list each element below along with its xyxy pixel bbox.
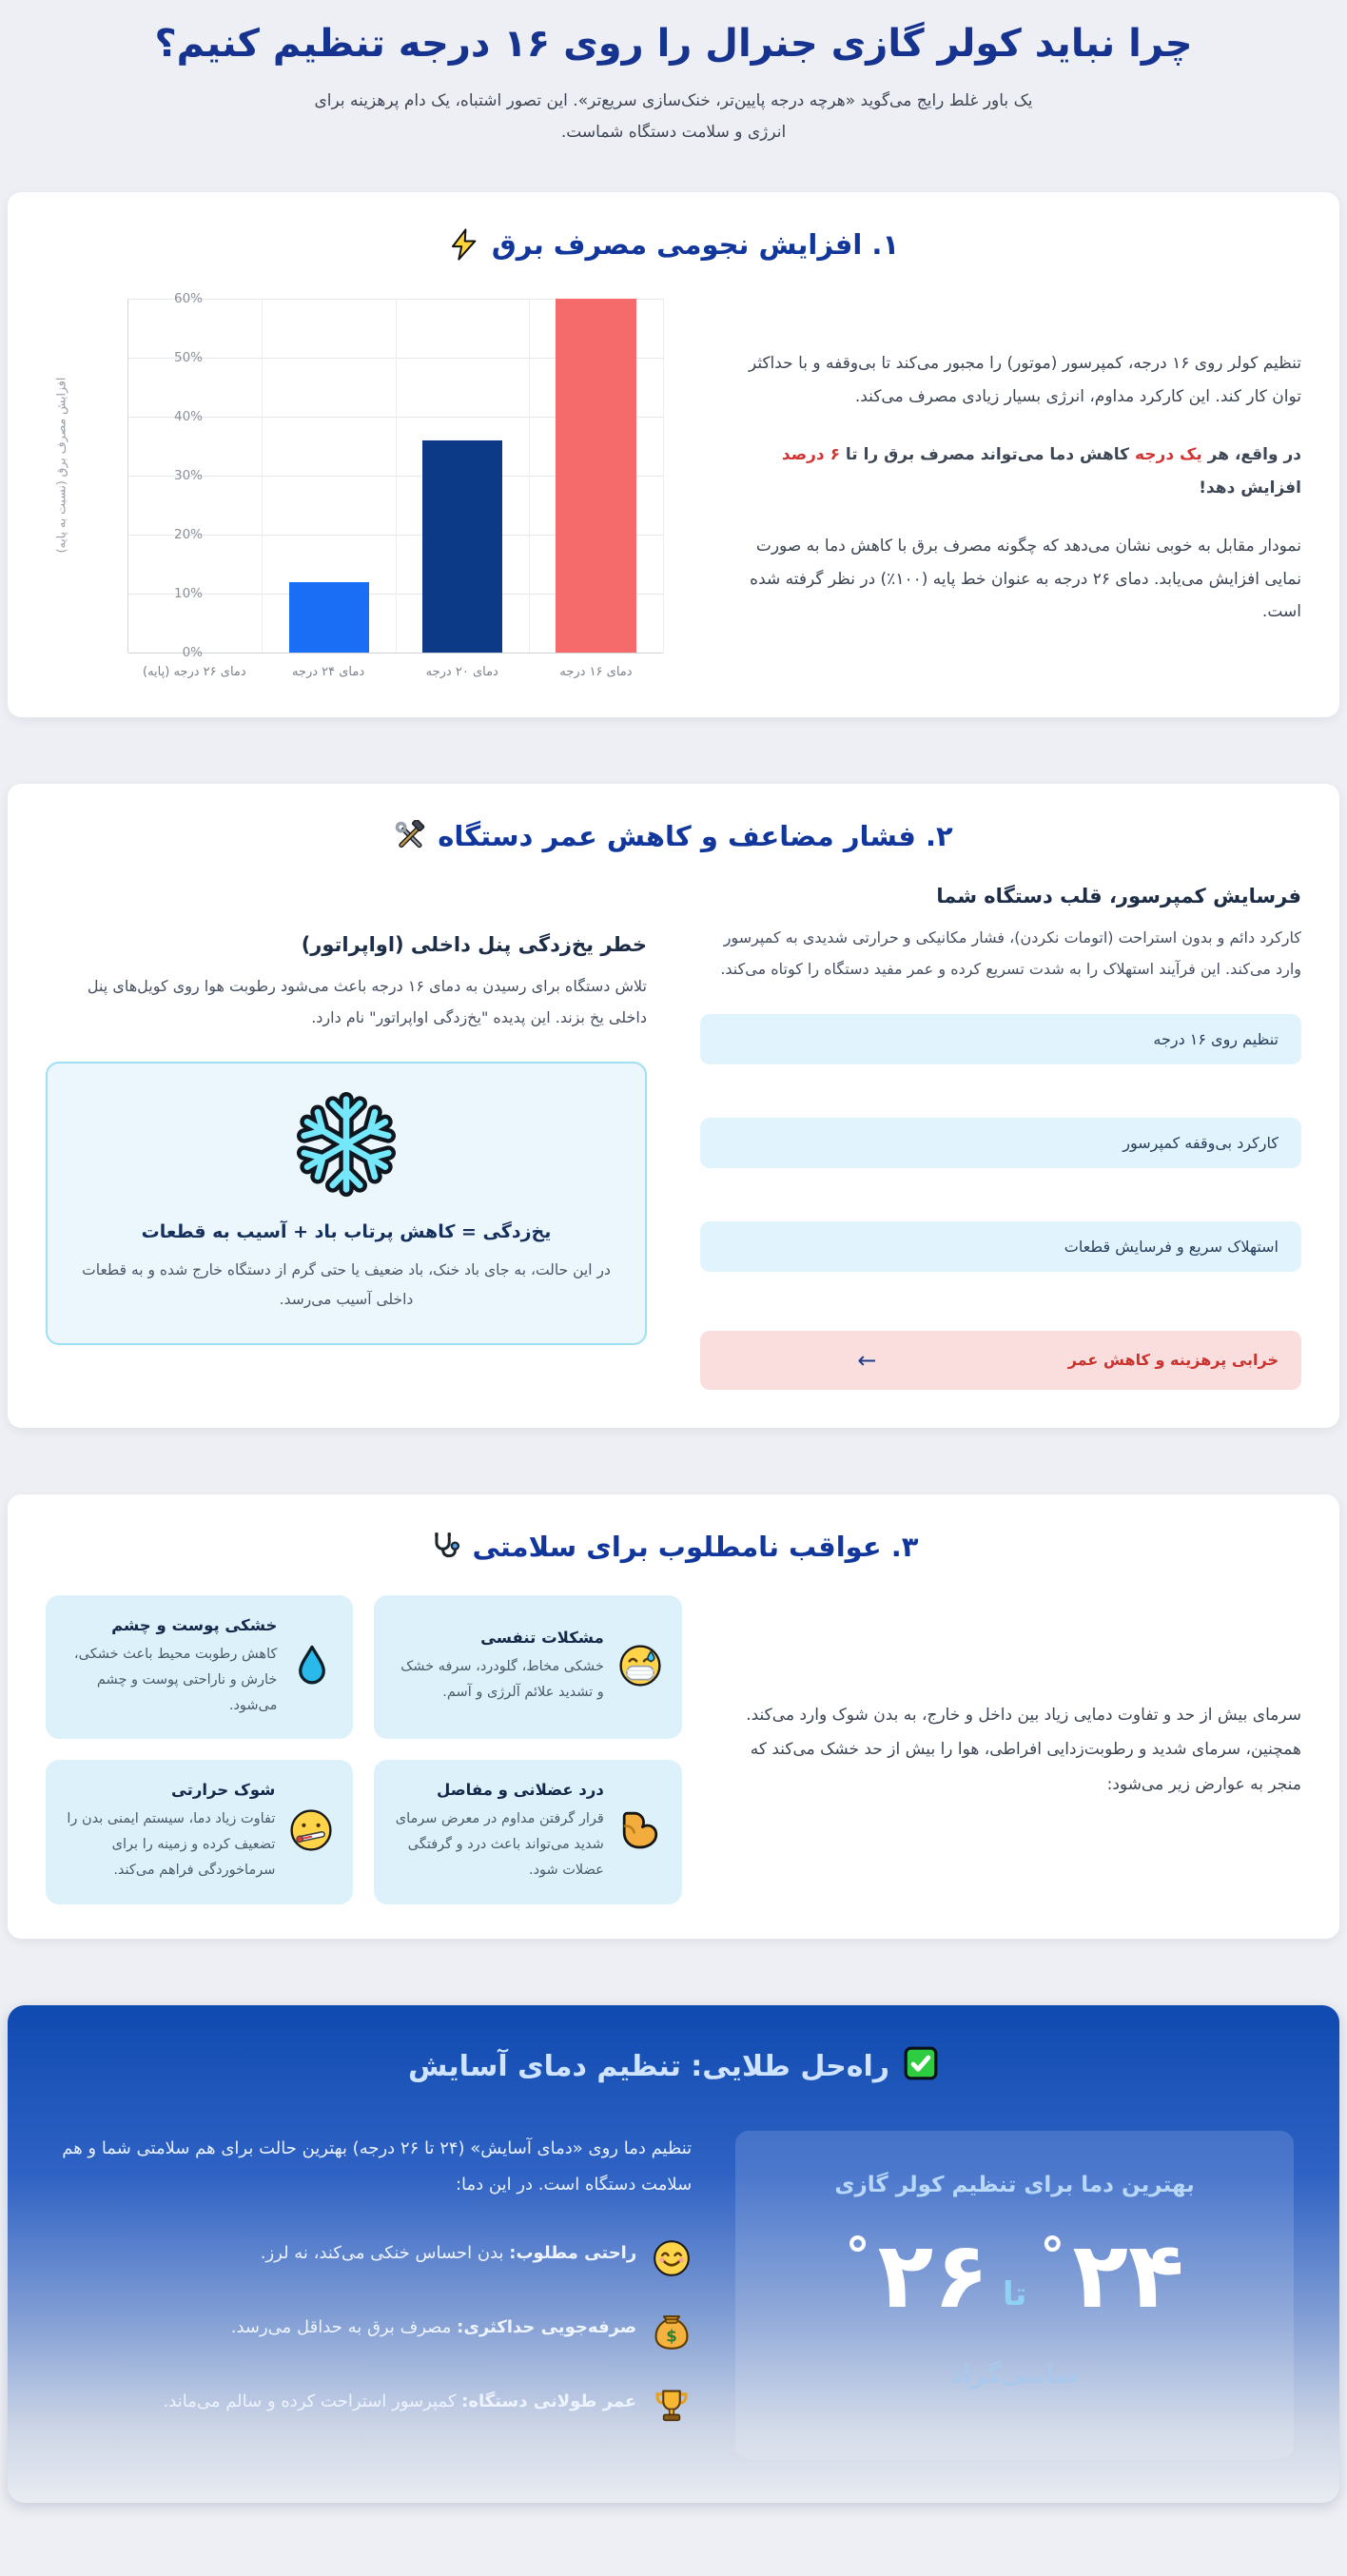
compressor-heading: فرسایش کمپرسور، قلب دستگاه شما xyxy=(936,885,1301,908)
tile-dry-skin xyxy=(46,1595,353,1739)
temperature-box xyxy=(735,2131,1294,2460)
flexed-biceps-icon xyxy=(617,1807,663,1857)
y-tick: 30% xyxy=(173,468,203,484)
thermometer-face-icon xyxy=(288,1807,334,1857)
tile-muscle-pain xyxy=(374,1760,681,1903)
section-wear-card xyxy=(8,784,1339,1428)
bullet-text xyxy=(261,2236,636,2270)
solution-content xyxy=(53,2131,1294,2460)
section-health-content xyxy=(46,1595,1301,1904)
section-energy-content xyxy=(46,293,1301,683)
bullet-rest: مصرف برق به حداقل می‌رسد. xyxy=(230,2317,458,2338)
flow-step-final xyxy=(700,1331,1301,1390)
y-tick: 50% xyxy=(173,350,203,366)
section-energy-text xyxy=(724,347,1301,629)
compressor-column xyxy=(700,885,1301,1394)
chart-y-axis-label: افزایش مصرف برق (نسبت به پایه) xyxy=(53,377,68,554)
energy-paragraph-1: تنظیم کولر روی ۱۶ درجه، کمپرسور (موتور) را مجبور می‌کند تا بی‌وقفه و با حداکثر توان کار کند. این کارکرد مداوم، انرژی بسیار زیادی مصرف می‌کند. xyxy=(748,354,1301,407)
y-tick: 60% xyxy=(173,291,203,307)
bar-16-degrees xyxy=(556,299,635,653)
emph-part: افزایش دهد! xyxy=(1199,478,1301,498)
solution-title xyxy=(53,2045,1294,2089)
bullet-rest: بدن احساس خنکی می‌کند، نه لرز. xyxy=(260,2243,510,2264)
freeze-warning-box xyxy=(46,1062,647,1345)
tile-text: قرار گرفتن مداوم در معرض سرمای شدید می‌تواند باعث درد و گرفتگی عضلات شود. xyxy=(395,1811,604,1879)
section-health-title-text: ۳. عواقب نامطلوب برای سلامتی xyxy=(472,1530,919,1563)
solution-title-text: راه‌حل طلایی: تنظیم دمای آسایش xyxy=(407,2050,890,2084)
temperature-range xyxy=(764,2221,1265,2329)
bullet-rest: کمپرسور استراحت کرده و سالم می‌ماند. xyxy=(163,2391,462,2412)
gridline xyxy=(128,653,663,654)
solution-card xyxy=(8,2005,1339,2504)
flow-step-3: استهلاک سریع و فرسایش قطعات xyxy=(700,1221,1301,1272)
temperature-unit: سانتی‌گراد xyxy=(949,2360,1080,2390)
bullet-text xyxy=(164,2385,637,2418)
y-tick: 20% xyxy=(173,527,203,543)
energy-emphasis xyxy=(724,439,1301,505)
trophy-icon xyxy=(652,2387,692,2430)
health-tiles xyxy=(46,1595,682,1904)
bullet-text xyxy=(231,2311,636,2344)
bullet-savings xyxy=(53,2311,692,2356)
bar-slot-24 xyxy=(262,299,395,653)
emph-red-degree: یک درجه xyxy=(1134,445,1202,465)
freeze-column xyxy=(46,933,647,1346)
section-energy-card xyxy=(8,192,1339,717)
y-tick: 40% xyxy=(173,409,203,425)
section-energy-title xyxy=(46,228,1301,261)
emph-red-percent: ۶ درصد xyxy=(781,445,840,465)
energy-paragraph-2: نمودار مقابل به خوبی نشان می‌دهد که چگونه مصرف برق با کاهش دما به صورت نمایی افزایش می‌یابد. دمای ۲۶ درجه به عنوان خط پایه (۱۰۰٪) در نظر گرفته شده است. xyxy=(750,536,1301,622)
flow-final-label: خرابی پرهزینه و کاهش عمر xyxy=(1067,1351,1279,1370)
bar-24-degrees xyxy=(289,582,369,653)
bar-slot-16 xyxy=(529,299,662,653)
emph-part: در واقع، هر xyxy=(1201,445,1301,465)
page-title: چرا نباید کولر گازی جنرال را روی ۱۶ درجه تنظیم کنیم؟ xyxy=(154,22,1193,66)
x-tick-16: دمای ۱۶ درجه xyxy=(559,665,633,680)
tile-text: تفاوت زیاد دما، سیستم ایمنی بدن را تضعیف کرده و زمینه را برای سرماخوردگی فراهم می‌کند. xyxy=(67,1811,276,1879)
section-health-card xyxy=(8,1494,1339,1939)
money-bag-icon xyxy=(652,2313,692,2356)
temp-high: ۲۶ xyxy=(877,2221,989,2329)
degree-sign: ° xyxy=(1040,2227,1065,2285)
stethoscope-icon xyxy=(429,1531,461,1563)
x-tick-20: دمای ۲۰ درجه xyxy=(425,665,498,680)
compressor-paragraph: کارکرد دائم و بدون استراحت (اتومات نکردن)، فشار مکانیکی و حرارتی شدیدی به کمپرسور وارد می‌کند. این فرآیند استهلاک را به شدت تسریع کرده و عمر مفید دستگاه را کوتاه می‌کند. xyxy=(720,928,1301,979)
flow-step-2: کارکرد بی‌وقفه کمپرسور xyxy=(700,1118,1301,1168)
freeze-box-title: یخ‌زدگی = کاهش پرتاب باد + آسیب به قطعات xyxy=(141,1221,552,1243)
tile-body xyxy=(65,1781,275,1883)
section-wear-title-text: ۲. فشار مضاعف و کاهش عمر دستگاه xyxy=(438,820,953,853)
smiling-face-icon xyxy=(652,2238,692,2282)
tile-text: خشکی مخاط، گلودرد، سرفه خشک و تشدید علائم آلرژی و آسم. xyxy=(400,1659,604,1701)
temperature-caption: بهترین دما برای تنظیم کولر گازی xyxy=(834,2172,1195,2197)
bullet-longevity xyxy=(53,2385,692,2430)
tile-thermal-shock xyxy=(46,1760,353,1903)
page-subtitle: یک باور غلط رایج می‌گوید «هرچه درجه پایین‌تر، خنک‌سازی سریع‌تر». این تصور اشتباه، یک دام پرهزینه برای انرژی و سلامت دستگاه شماست. xyxy=(314,91,1033,143)
tile-respiratory xyxy=(374,1595,681,1739)
tile-body xyxy=(393,1629,603,1706)
chart-x-labels xyxy=(127,662,663,683)
emph-part: کاهش دما می‌تواند مصرف برق را تا xyxy=(839,445,1135,465)
degree-sign: ° xyxy=(845,2227,870,2285)
section-wear-content xyxy=(46,885,1301,1394)
tile-body xyxy=(393,1781,603,1883)
temp-separator: تا xyxy=(1002,2274,1027,2313)
chart-bars xyxy=(128,299,663,653)
bullet-lead: راحتی مطلوب: xyxy=(509,2243,637,2264)
y-tick: 0% xyxy=(182,645,203,661)
bar-chart xyxy=(46,293,678,683)
flow-step-1: تنظیم روی ۱۶ درجه xyxy=(700,1014,1301,1064)
tile-title: خشکی پوست و چشم xyxy=(111,1615,278,1634)
energy-chart xyxy=(46,293,678,683)
bar-slot-20 xyxy=(396,299,529,653)
tile-title: شوک حرارتی xyxy=(170,1781,276,1800)
y-tick: 10% xyxy=(173,586,203,602)
solution-text-column xyxy=(53,2131,692,2460)
bullet-comfort xyxy=(53,2236,692,2282)
health-paragraph: سرمای بیش از حد و تفاوت دمایی زیاد بین داخل و خارج، به بدن شوک وارد می‌کند. همچنین، سرمای شدید و رطوبت‌زدایی افراطی، هوا را بیش از حد خشک می‌کند که منجر به عوارض زیر می‌شود: xyxy=(746,1705,1301,1794)
section-energy-title-text: ۱. افزایش نجومی مصرف برق xyxy=(491,228,900,262)
gridline xyxy=(663,299,664,653)
hammer-wrench-icon xyxy=(394,820,426,852)
bar-20-degrees xyxy=(422,440,502,653)
tile-title: درد عضلانی و مفاصل xyxy=(436,1781,604,1800)
freeze-box-text: در این حالت، به جای باد خنک، باد ضعیف یا حتی گرم از دستگاه خارج شده و به قطعات داخلی آسیب می‌رسد. xyxy=(82,1261,611,1309)
bullet-lead: صرفه‌جویی حداکثری: xyxy=(457,2317,637,2338)
freeze-heading: خطر یخ‌زدگی پنل داخلی (اواپراتور) xyxy=(301,932,647,956)
section-wear-title xyxy=(46,820,1301,852)
chart-plot-area xyxy=(127,291,663,661)
tile-body xyxy=(65,1616,277,1718)
temp-low: ۲۴ xyxy=(1072,2221,1184,2329)
droplet-icon xyxy=(290,1644,334,1691)
bullet-lead: عمر طولانی دستگاه: xyxy=(461,2391,637,2412)
left-arrow-icon: ← xyxy=(857,1346,877,1374)
x-tick-26: دمای ۲۶ درجه (پایه) xyxy=(143,665,246,680)
snowflake-icon xyxy=(80,1092,613,1200)
section-health-title xyxy=(46,1531,1301,1563)
tile-title: مشکلات تنفسی xyxy=(480,1629,604,1648)
solution-paragraph: تنظیم دما روی «دمای آسایش» (۲۴ تا ۲۶ درجه) بهترین حالت برای هم سلامتی شما و هم سلامت دستگاه است. در این دما: xyxy=(62,2137,693,2195)
tile-text: کاهش رطوبت محیط باعث خشکی، خارش و ناراحتی پوست و چشم می‌شود. xyxy=(73,1646,278,1713)
bar-slot-26 xyxy=(128,299,262,653)
lightning-bolt-icon xyxy=(448,228,480,261)
svg-text:$: $ xyxy=(666,2327,677,2346)
freeze-paragraph: تلاش دستگاه برای رسیدن به دمای ۱۶ درجه باعث می‌شود رطوبت هوا روی کویل‌های پنل داخلی یخ بزند. این پدیده "یخ‌زدگی اواپراتور" نام دارد. xyxy=(87,976,647,1026)
x-tick-24: دمای ۲۴ درجه xyxy=(291,665,365,680)
check-mark-icon xyxy=(903,2045,939,2089)
mask-face-icon xyxy=(617,1643,663,1692)
